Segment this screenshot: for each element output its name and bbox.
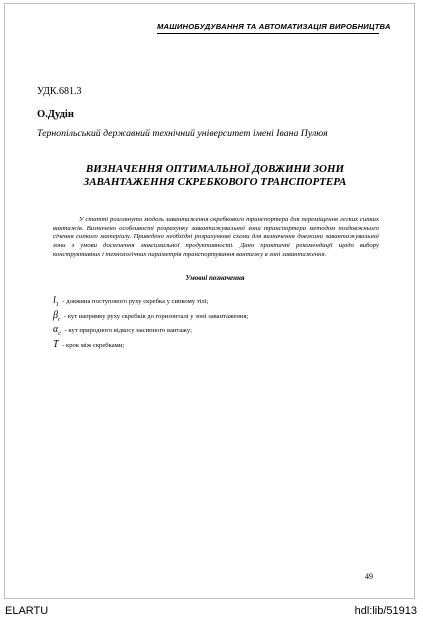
notation-list <box>53 294 383 352</box>
notation-item <box>53 338 383 353</box>
abstract <box>53 216 379 260</box>
repository-footer <box>0 603 423 620</box>
paper-page <box>4 3 415 599</box>
notation-description: - кут природного відкосу насипного вантажу; <box>62 327 192 334</box>
handle-identifier: hdl:lib/51913 <box>354 605 417 617</box>
page-number: 49 <box>365 572 373 581</box>
journal-running-header: МАШИНОБУДУВАННЯ ТА АВТОМАТИЗАЦІЯ ВИРОБНИЦТВА <box>157 22 379 34</box>
repository-name: ELARTU <box>5 605 49 617</box>
notation-symbol: $l_1$ <box>53 295 59 308</box>
abstract-text: У статті розглянуто модель завантаження скребкового транспортера для переміщення легких сипких вантажів. Визначено особливості розрахунку завантажувальної зони транспортера методом поздовжнього січення сипкого матеріалу. Приведено необхідні розрахункові схеми для визначення довжини завантажувальної зони з умови досягнення максимальної продуктивності. Дано практичні рекомендації щодо вибору конструктивних і технологічних параметрів транспортування вантажу в зоні завантаження. <box>53 216 379 258</box>
notation-heading: Умовні позначення <box>185 274 245 282</box>
udk-code: УДК.681.3 <box>37 86 82 97</box>
notation-symbol: $\alpha_c$ <box>53 324 61 337</box>
notation-item <box>53 309 383 324</box>
notation-description: - крок між скребками; <box>60 341 125 349</box>
author-name: О.Дудін <box>37 109 74 120</box>
article-title <box>45 163 385 189</box>
author-affiliation: Тернопільський державний технічний університет імені Івана Пулюя <box>37 128 328 139</box>
notation-item <box>53 294 383 309</box>
notation-item <box>53 323 383 338</box>
title-line: ЗАВАНТАЖЕННЯ СКРЕБКОВОГО ТРАНСПОРТЕРА <box>83 176 347 188</box>
title-line: ВИЗНАЧЕННЯ ОПТИМАЛЬНОЇ ДОВЖИНИ ЗОНИ <box>85 163 345 175</box>
notation-symbol: T <box>53 338 59 350</box>
notation-description: - довжина поступового руху скребка у сипкому тілі; <box>60 298 209 305</box>
notation-description: - кут напрямку руху скребків до горизонталі у зоні завантаження; <box>62 312 249 320</box>
notation-symbol: $\beta_r$ <box>53 309 61 323</box>
